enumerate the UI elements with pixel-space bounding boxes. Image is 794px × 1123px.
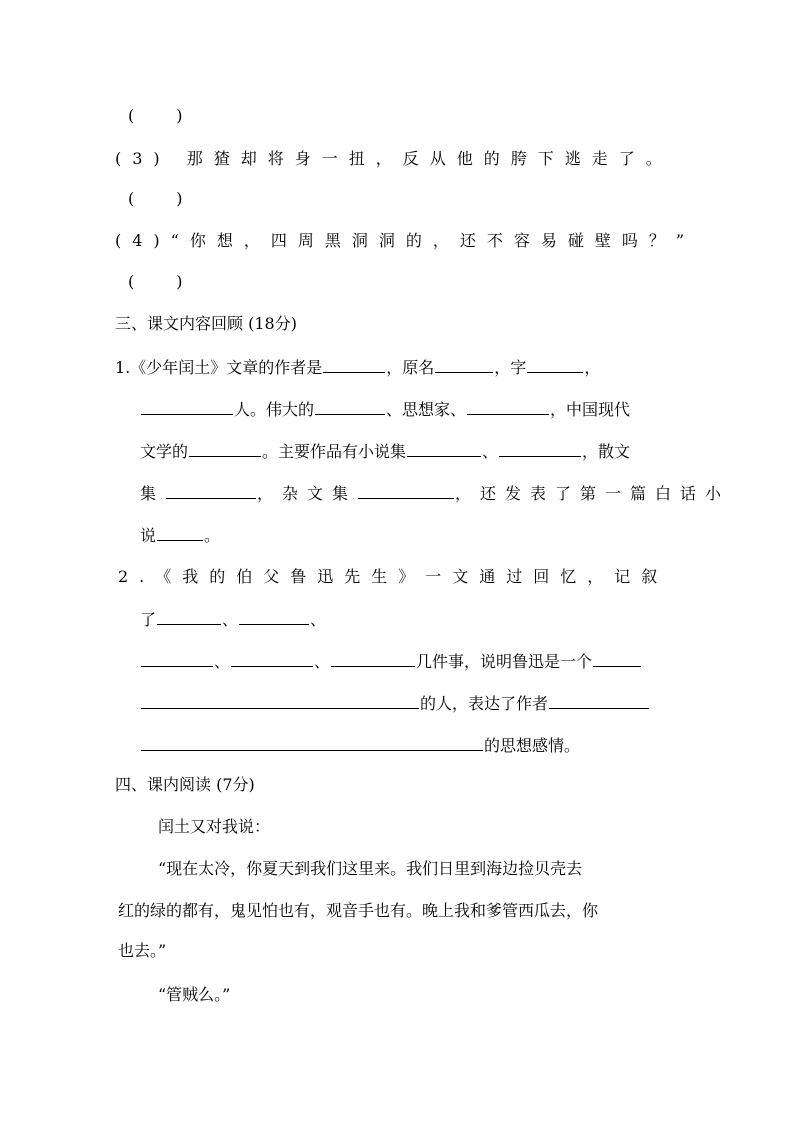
answer-parentheses-2[interactable]: ( ) (128, 189, 183, 208)
answer-parentheses-1[interactable]: ( ) (128, 106, 183, 125)
sentence-3: (3) 那猹却将身一扭，反从他的胯下逃走了。 (115, 149, 673, 168)
q1-line-2: 人。伟大的 、思想家、 ，中国现代 (140, 398, 630, 421)
blank-event-2[interactable] (239, 608, 309, 625)
reading-paragraph-2-line-2: 红的绿的都有，鬼见怕也有，观音手也有。晚上我和爹管西瓜去，你 (118, 901, 599, 920)
section-4-heading: 四、课内阅读 (7分) (115, 775, 255, 794)
blank-novel-collection-1[interactable] (407, 440, 481, 457)
blank-essay-collection[interactable] (166, 482, 256, 499)
blank-author[interactable] (323, 356, 385, 373)
blank-event-3[interactable] (141, 650, 213, 667)
blank-novel-collection-2[interactable] (499, 440, 581, 457)
answer-parentheses-3[interactable]: ( ) (128, 272, 183, 291)
blank-character-b[interactable] (141, 692, 419, 709)
blank-original-name[interactable] (435, 356, 493, 373)
blank-event-5[interactable] (331, 650, 415, 667)
q1-line-3: 文学的 。主要作品有小说集 、 ，散文 (140, 442, 631, 461)
blank-miscellany[interactable] (358, 482, 454, 499)
reading-paragraph-1: 闰土又对我说： (158, 817, 271, 836)
sentence-4: (4)“你想，四周黑洞洞的，还不容易碰壁吗？” (115, 231, 696, 250)
section-3-heading: 三、课文内容回顾 (18分) (115, 314, 297, 333)
q2-line-4: 的人，表达了作者 (140, 692, 650, 715)
reading-paragraph-3: “管贼么。” (158, 985, 231, 1004)
q1-line-1: 1.《少年闰土》文章的作者是 ，原名 ，字 ， (115, 358, 601, 377)
reading-paragraph-2-line-1: “现在太冷，你夏天到我们这里来。我们日里到海边捡贝壳去 (158, 859, 583, 878)
q2-line-3: 、 、 几件事，说明鲁迅是一个 (140, 650, 642, 673)
reading-paragraph-2-line-3: 也去。” (118, 941, 167, 960)
blank-event-1[interactable] (157, 608, 221, 625)
blank-role-2[interactable] (467, 398, 549, 415)
blank-event-4[interactable] (231, 650, 313, 667)
q1-line-5: 说 。 (140, 526, 221, 545)
blank-role-1[interactable] (315, 398, 385, 415)
q2-line-1: 2.《我的伯父鲁迅先生》一文通过回忆，记叙 (118, 567, 669, 586)
blank-founder[interactable] (189, 440, 261, 457)
blank-feelings-a[interactable] (549, 692, 649, 709)
q1-line-4: 集 ，杂文集 ，还发表了第一篇白话小 (140, 484, 731, 503)
blank-courtesy-name[interactable] (527, 356, 583, 373)
blank-hometown[interactable] (141, 398, 233, 415)
blank-first-vernacular-novel[interactable] (157, 524, 203, 541)
q2-line-5: 的思想感情。 (140, 734, 580, 757)
q2-line-2: 了 、 、 (140, 610, 327, 629)
blank-character-a[interactable] (593, 650, 641, 667)
blank-feelings-b[interactable] (141, 734, 483, 751)
